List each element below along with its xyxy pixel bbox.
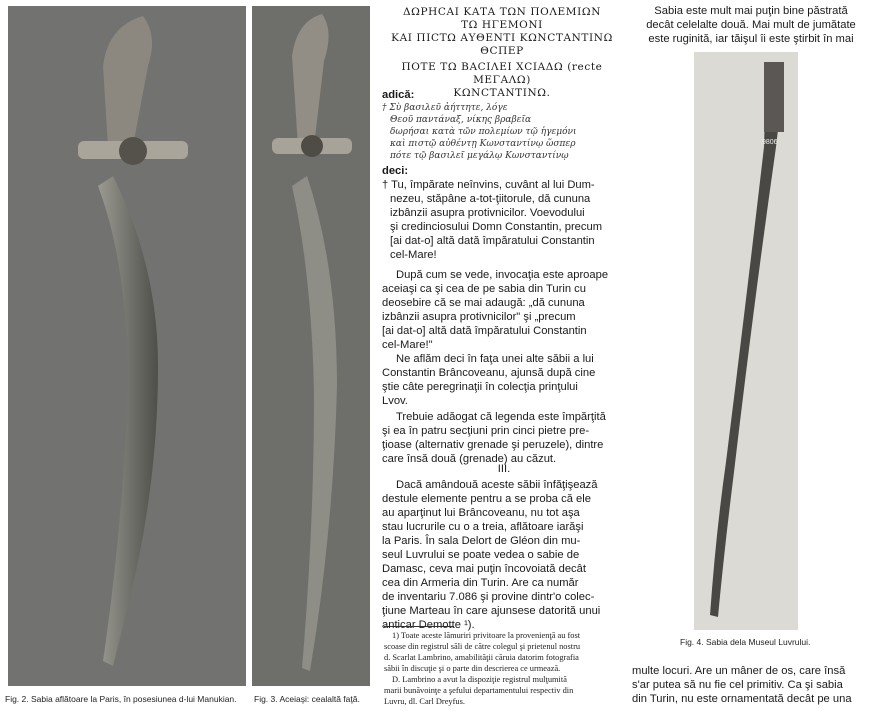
greek-cursive-line: Θεοῦ παντάναξ, νίκης βραβεῖα — [390, 115, 532, 125]
greek-line: ΚΩΝCΤΑΝΤΙΝΩ. — [453, 87, 551, 99]
text-line: După cum se vede, invocaţia este aproape — [396, 269, 609, 281]
sword-image-fig4 — [694, 52, 798, 630]
adica-label: adică: — [382, 89, 415, 101]
text-line: Ne aflăm deci în faţa unei alte săbii a lui — [396, 353, 594, 365]
right-column-bottom — [632, 664, 868, 706]
right-column-top — [636, 4, 866, 46]
adica-block — [382, 88, 626, 262]
translation-line: † Tu, împărate neînvins, cuvânt al lui Dum- — [382, 179, 595, 191]
text-line: cel-Mare!" — [382, 339, 433, 351]
text-line: ţioase (alternativ grenade şi peruzele), dintre — [382, 439, 604, 451]
text-line: destule elemente pentru a se proba că ele — [382, 493, 591, 505]
translation — [382, 178, 626, 262]
greek-line: ΤΩ ΗΓΕΜΟΝΙ — [461, 19, 543, 31]
translation-line: şi credinciosului Domn Constantin, precum — [390, 221, 603, 233]
text-line: au aparţinut lui Brâncoveanu, nu tot aşa — [382, 507, 580, 519]
text-line: deosebire că se mai adaugă: „dă cununa — [382, 297, 585, 309]
greek-cursive-line: δωρήσαι κατὰ τῶν πολεμίων τῷ ἡγεμόνι — [390, 127, 577, 137]
translation-line: nezeu, stăpâne a-tot-ţiitorule, dă cununa — [390, 193, 591, 205]
footnote-2 — [384, 674, 626, 707]
text-line: la Paris. În sala Delort de Gléon din mu- — [382, 535, 581, 547]
greek-cursive-line: καὶ πιστῷ αὐθέντῃ Κωνσταντίνῳ ὥσπερ — [390, 139, 576, 149]
paragraph-2 — [382, 352, 626, 408]
text-line: care însă două (grenade) au căzut. — [382, 453, 557, 465]
greek-cursive — [382, 102, 626, 162]
greek-line: ΔΩΡΗCAI ΚΑΤΑ ΤΩΝ ΠΟΛΕΜΙΩΝ — [402, 6, 601, 18]
footnote-line: 1) Toate aceste lămuriri privitoare la provenienţă au fost — [392, 631, 581, 640]
text-line: şi ea în patru secţiuni prin cinci pietre pre- — [382, 425, 590, 437]
sword-image-fig3 — [252, 6, 370, 686]
greek-cursive-line: πότε τῷ βασιλεῖ μεγάλῳ Κωνσταντίνῳ — [390, 151, 569, 161]
greek-cursive-line: † Σὺ βασιλεῦ ἀήττητε, λόγε — [382, 103, 508, 113]
text-line: aceiaşi ca şi cea de pe sabia din Turin cu — [382, 283, 586, 295]
greek-line: ΚΑΙ ΠΙCΤΩ ΑΥΘΕΝΤΙ ΚΩΝCΤΑΝΤΙΝΩ — [391, 32, 613, 44]
translation-line: [ai dat-o] altă dată împăratului Constantin — [390, 235, 595, 247]
paragraph-4 — [382, 478, 626, 632]
text-line: multe locuri. Are un mâner de os, care însă — [632, 665, 846, 677]
footnote-line: scoase din registrul săli de către colegul şi prietenul nostru — [384, 642, 581, 651]
section-heading: III. — [497, 463, 511, 475]
figure-3-caption: Fig. 3. Aceiaşi: cealaltă faţă. — [254, 694, 360, 704]
text-line: Damasc, ceva mai puţin încovoiată decât — [382, 563, 586, 575]
footnote-line: marii bunăvoinţe a şefului departamentului respectiv din — [384, 686, 574, 695]
text-line: s'ar putea să nu fie cel primitiv. Ca şi sabia — [632, 679, 843, 691]
deci-label: deci: — [382, 165, 409, 177]
footnote-line: Luvru, dl. Carl Dreyfus. — [384, 697, 465, 706]
text-line: [ai dat-o] altă dată împăratului Constantin — [382, 325, 587, 337]
inventory-label: 9806 — [762, 139, 778, 146]
footnote-1 — [384, 630, 626, 674]
sword-image-fig2 — [8, 6, 246, 686]
greek-line: ΘCΠΕΡ — [480, 45, 524, 57]
text-line: ştie câte peregrinaţii în colecţia prinţului — [382, 381, 578, 393]
footnote-divider — [384, 626, 454, 627]
translation-line: cel-Mare! — [390, 249, 437, 261]
text-line: Trebuie adăogat că legenda este împărţită — [396, 411, 606, 423]
text-line: decât celelalte două. Mai mult de jumătate — [646, 19, 856, 31]
footnote-line: d. Scarlat Lambrino, amabilităţii căruia datorim fotografia — [384, 653, 579, 662]
figure-4-photo — [694, 52, 798, 630]
footnote-line: săbii în discuţie şi o parte din descrierea ce urmează. — [384, 664, 561, 673]
text-line: de inventariu 7.086 şi provine dintr'o colec- — [382, 591, 595, 603]
text-line: Lvov. — [382, 395, 408, 407]
text-line: cea din Armeria din Turin. Are ca număr — [382, 577, 579, 589]
text-line: anticar Demotte ¹). — [382, 619, 475, 631]
greek-line: ΠΟΤΕ ΤΩ ΒΑCΙΛΕΙ ΧCΙΑΔΩ (recte ΜΕΓΑΛΩ) — [401, 61, 603, 86]
text-line: ţiune Marteau în care ajunsese datorită unui — [382, 605, 601, 617]
figure-4-caption: Fig. 4. Sabia dela Museul Luvrului. — [680, 637, 811, 647]
paragraph-3 — [382, 410, 626, 466]
text-line: Constantin Brâncoveanu, ajunsă după cine — [382, 367, 596, 379]
text-line: stau lucrurile cu o a treia, aflătoare iarăşi — [382, 521, 584, 533]
greek-inscription — [378, 6, 626, 100]
figure-2-photo — [8, 6, 246, 686]
figure-2-caption: Fig. 2. Sabia aflătoare la Paris, în posesiunea d-lui Manukian. — [5, 694, 237, 704]
translation-line: izbânzii asupra protivnicilor. Voevodului — [390, 207, 585, 219]
text-line: izbânzii asupra protivnicilor" şi „precum — [382, 311, 576, 323]
text-line: seul Luvrului se poate vedea o sabie de — [382, 549, 580, 561]
paragraph-1 — [382, 268, 626, 352]
text-line: este ruginită, iar tăişul îi este ştirbit în mai — [648, 33, 854, 45]
text-line: Sabia este mult mai puţin bine păstrată — [654, 5, 848, 17]
figure-3-photo — [252, 6, 370, 686]
text-line: Dacă amândouă aceste săbii înfăţişează — [396, 479, 598, 491]
footnote-line: D. Lambrino a avut la dispoziţie registrul mulţumită — [392, 675, 567, 684]
text-line: din Turin, nu este ornamentată decât pe una — [632, 693, 852, 705]
